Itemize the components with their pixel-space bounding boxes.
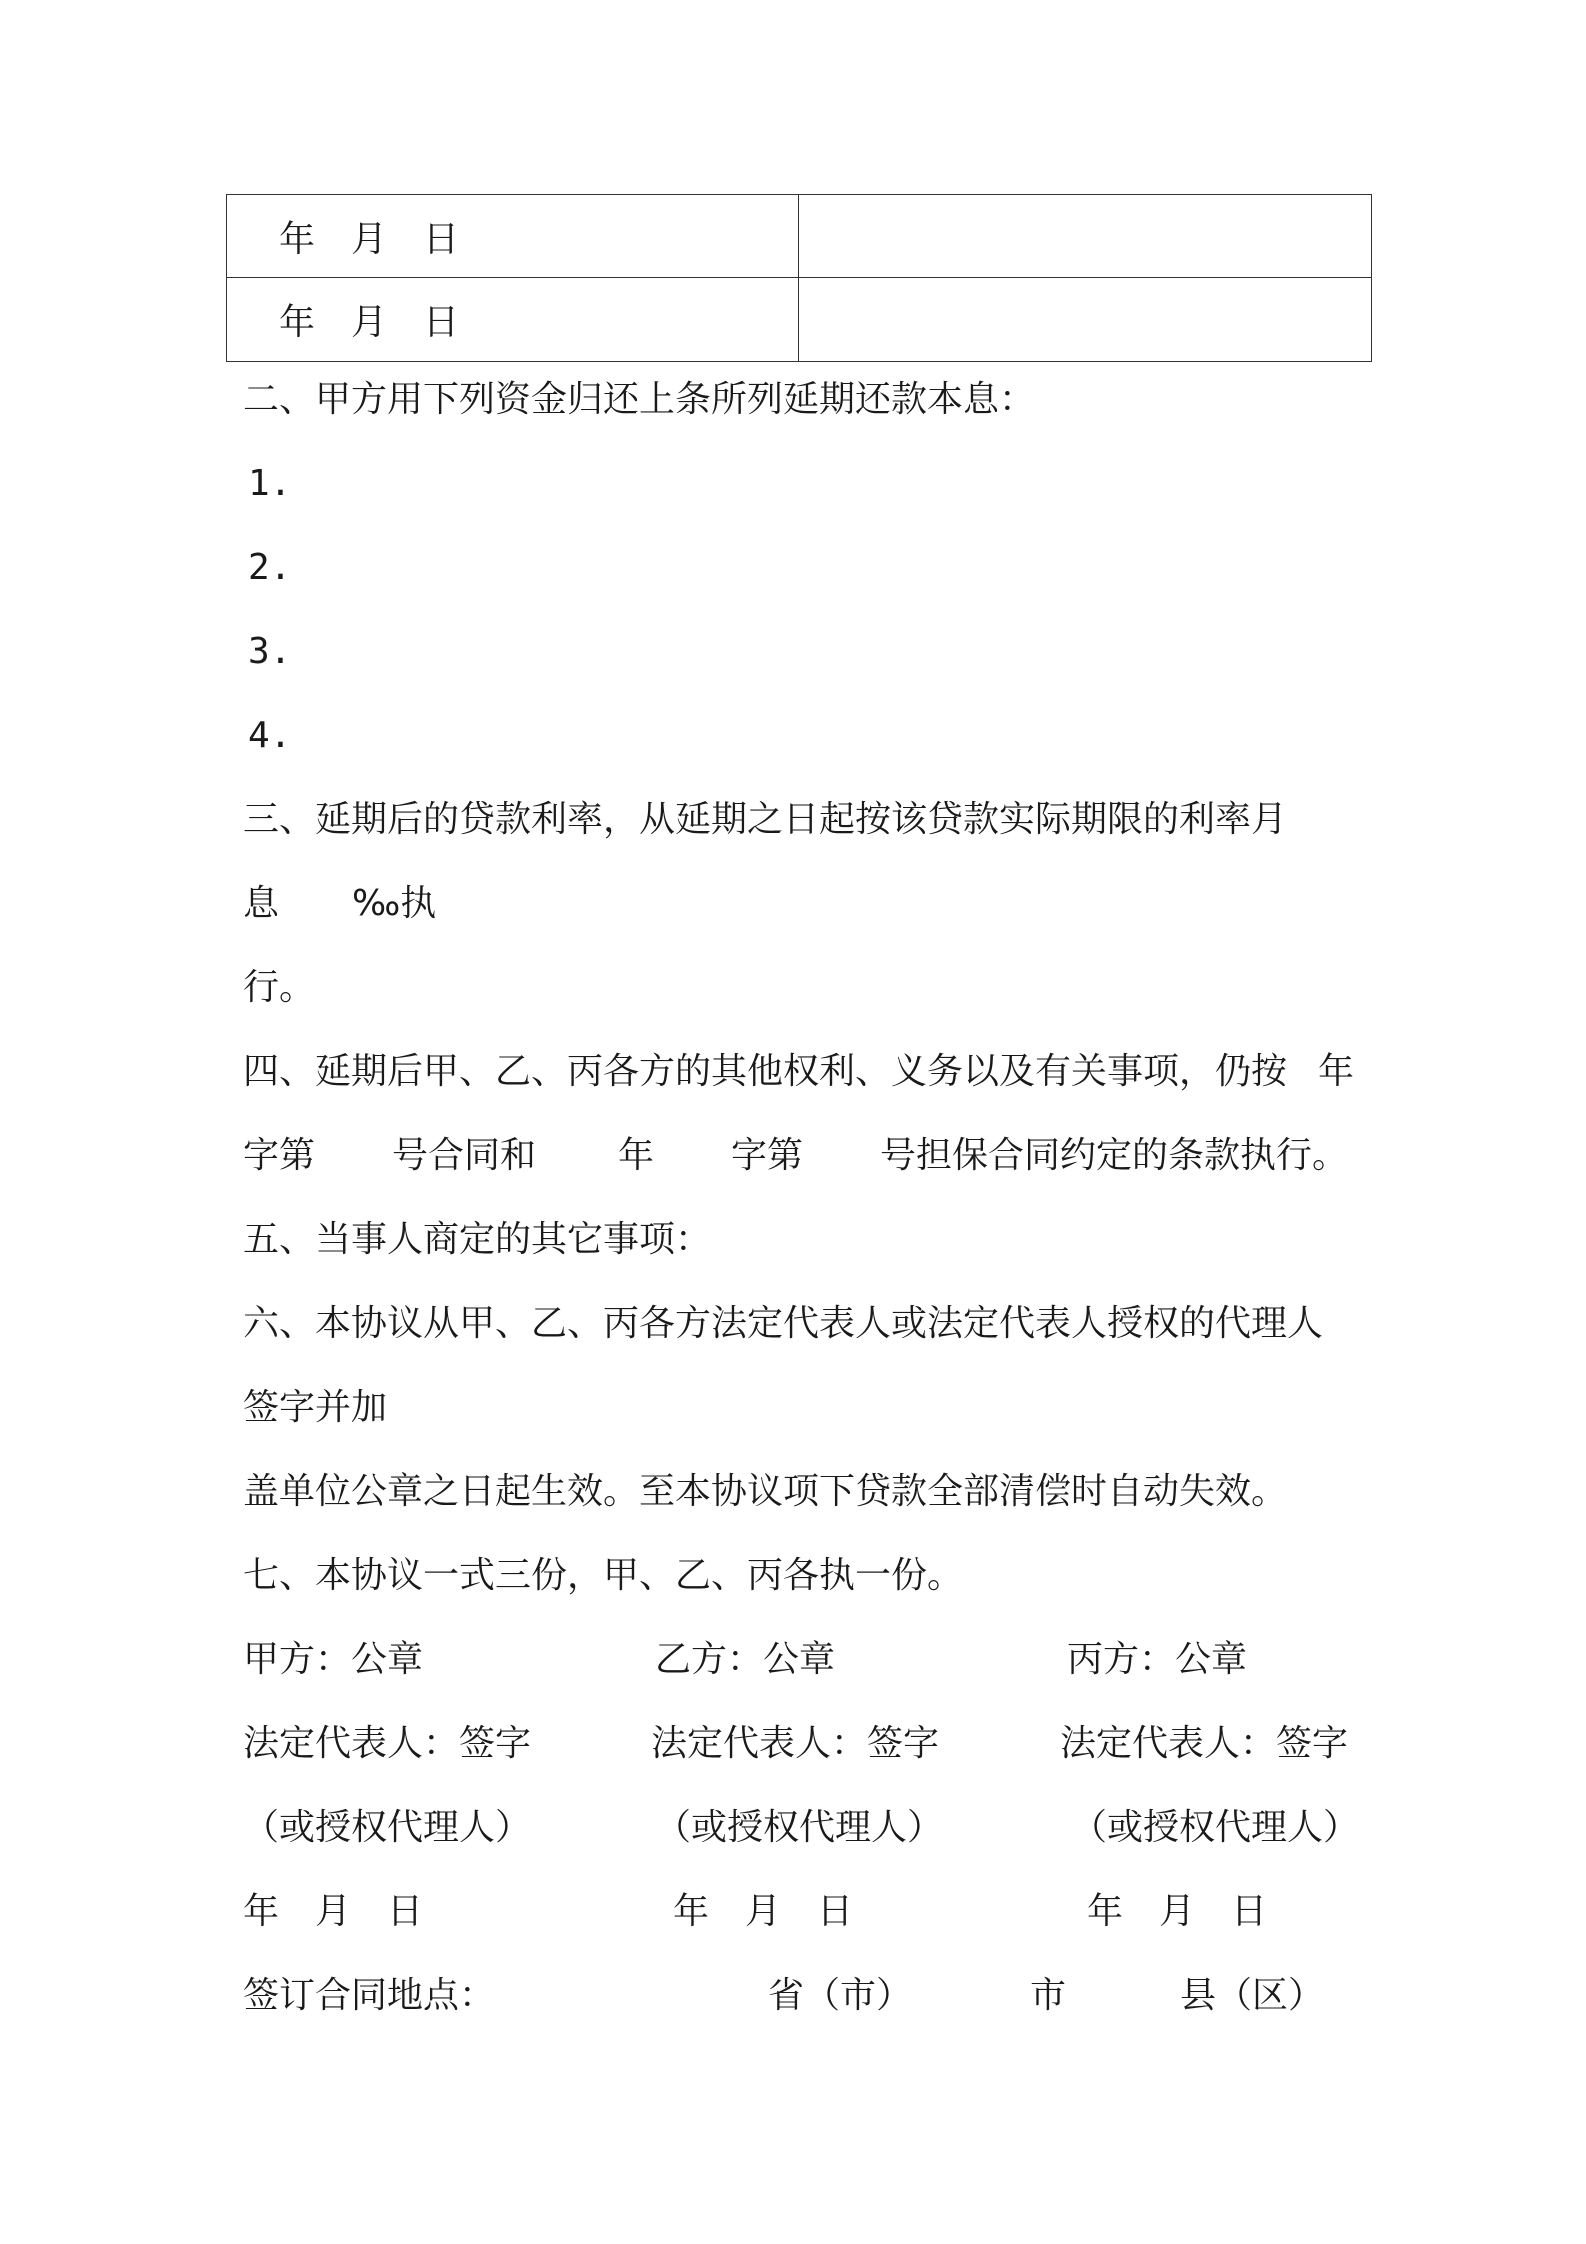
party-b-seal: 乙方：公章 (655, 1639, 836, 1680)
party-b-rep: 法定代表人：签字 (651, 1723, 940, 1764)
table-cell-blank-1 (799, 195, 1371, 278)
list-item-2: 2. (248, 547, 292, 588)
signing-place-county: 县（区） (1180, 1975, 1325, 2016)
clause-3-line-2b: ‰执 (352, 883, 437, 924)
party-a-seal: 甲方：公章 (243, 1639, 424, 1680)
clause-3-line-1: 三、延期后的贷款利率，从延期之日起按该贷款实际期限的利率月 (243, 799, 1288, 840)
clause-4-line-1: 四、延期后甲、乙、丙各方的其他权利、义务以及有关事项，仍按 (243, 1051, 1288, 1092)
list-item-4: 4. (248, 715, 292, 756)
clause-4-line-2b: 号合同和 (392, 1135, 537, 1176)
clause-7: 七、本协议一式三份，甲、乙、丙各执一份。 (243, 1555, 964, 1596)
party-a-agent: （或授权代理人） (243, 1807, 532, 1848)
party-a-rep: 法定代表人：签字 (243, 1723, 532, 1764)
party-a-date: 年 月 日 (243, 1891, 424, 1932)
clause-3-line-3: 行。 (243, 967, 316, 1008)
clause-2: 二、甲方用下列资金归还上条所列延期还款本息： (243, 379, 1036, 420)
party-c-agent: （或授权代理人） (1071, 1807, 1360, 1848)
table-cell-date-1: 年 月 日 (227, 195, 799, 278)
clause-5: 五、当事人商定的其它事项： (243, 1219, 712, 1260)
signing-place-province: 省（市） (768, 1975, 913, 2016)
clause-6-line-3: 盖单位公章之日起生效。至本协议项下贷款全部清偿时自动失效。 (243, 1471, 1288, 1512)
party-c-rep: 法定代表人：签字 (1060, 1723, 1349, 1764)
clause-6-line-1: 六、本协议从甲、乙、丙各方法定代表人或法定代表人授权的代理人 (243, 1303, 1324, 1344)
clause-4-line-2e: 号担保合同约定的条款执行。 (880, 1135, 1349, 1176)
list-item-3: 3. (248, 631, 292, 672)
party-b-date: 年 月 日 (673, 1891, 854, 1932)
clause-4-line-2a: 字第 (243, 1135, 316, 1176)
table-cell-blank-2 (799, 278, 1371, 361)
signing-place-label: 签订合同地点： (243, 1975, 496, 2016)
clause-3-line-2a: 息 (243, 883, 280, 924)
list-item-1: 1. (248, 463, 292, 504)
party-c-seal: 丙方：公章 (1067, 1639, 1248, 1680)
clause-4-year: 年 (1318, 1051, 1355, 1092)
date-table (226, 194, 1372, 362)
party-b-agent: （或授权代理人） (655, 1807, 944, 1848)
party-c-date: 年 月 日 (1087, 1891, 1268, 1932)
clause-4-line-2d: 字第 (731, 1135, 804, 1176)
table-cell-date-2: 年 月 日 (227, 278, 799, 361)
signing-place-city: 市 (1030, 1975, 1067, 2016)
clause-6-line-2: 签字并加 (243, 1387, 388, 1428)
clause-4-line-2c: 年 (618, 1135, 655, 1176)
